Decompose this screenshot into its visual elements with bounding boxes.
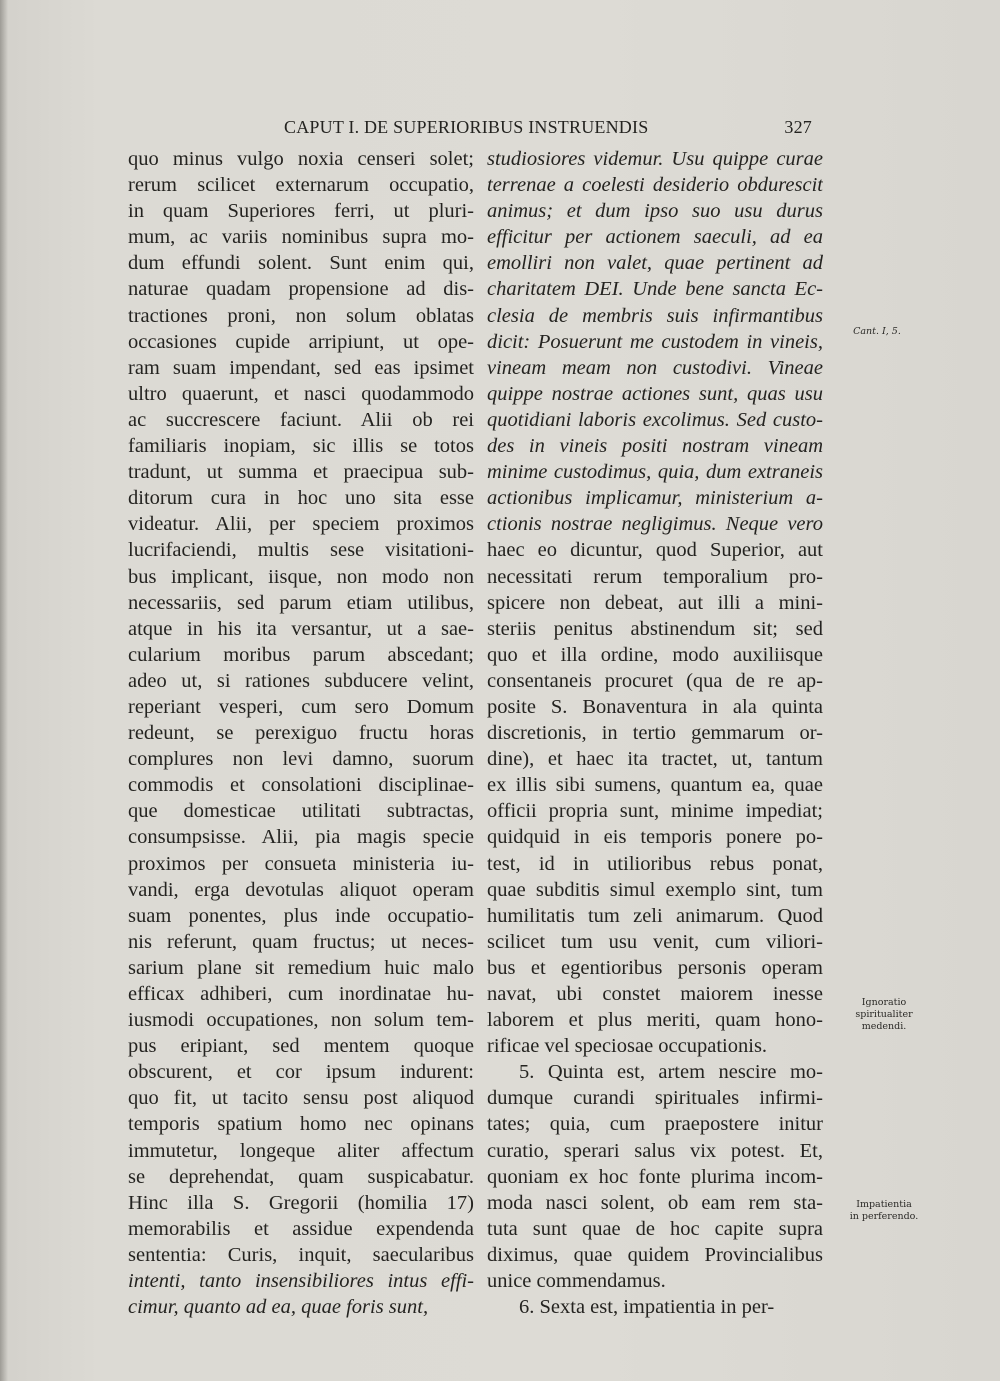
text-line: quidquid in eis temporis ponere po- (487, 826, 823, 849)
text-line: officii propria sunt, minime impediat; (487, 800, 823, 823)
text-line: curatio, sperari salus vix potest. Et, (487, 1139, 823, 1162)
text-line: obscurent, et cor ipsum indurent: (128, 1061, 474, 1084)
text-line: minime custodimus, quia, dum extraneis (487, 461, 823, 484)
text-line: ram suam impendant, sed eas ipsimet (128, 356, 474, 379)
text-line: dum effundi solent. Sunt enim qui, (128, 252, 474, 275)
text-line: haec eo dicuntur, quod Superior, aut (487, 539, 823, 562)
text-line: charitatem DEI. Unde bene sancta Ec- (487, 278, 823, 301)
text-line: vineam meam non custodivi. Vineae (487, 356, 823, 379)
text-line: navat, ubi constet maiorem inesse (487, 983, 823, 1005)
text-line: occasiones cupide arripiunt, ut ope- (128, 330, 474, 353)
text-line: efficax adhiberi, cum inordinatae hu- (128, 983, 474, 1005)
text-line: atque in his ita versantur, ut a sae- (128, 617, 474, 640)
margin-note-impatientia (832, 1199, 936, 1223)
text-line: clesia de membris suis infirmantibus (487, 304, 823, 327)
text-line: diximus, quae quidem Provincialibus (487, 1243, 823, 1266)
text-line: reperiant vesperi, cum sero Domum (128, 695, 474, 718)
text-line: discretionis, in tertio gemmarum or- (487, 722, 823, 745)
text-line: emolliri non valet, quae pertinent ad (487, 252, 823, 275)
text-line: animus; et dum ipso suo usu durus (487, 200, 823, 223)
text-line: necessitati rerum temporalium pro- (487, 565, 823, 588)
text-line: naturae quadam propensione ad dis- (128, 278, 474, 301)
text-line: pus eripiant, sed mentem quoque (128, 1035, 474, 1058)
text-line: proximos per consueta ministeria iu- (128, 852, 474, 875)
margin-note-line: medendi. (861, 1021, 907, 1032)
text-line: Hinc illa S. Gregorii (homilia 17) (128, 1191, 474, 1214)
text-line: unice commendamus. (487, 1270, 666, 1293)
text-line: cularium moribus parum abscedant; (128, 643, 474, 666)
text-line: adeo ut, si rationes subducere velint, (128, 669, 474, 692)
text-line: quotidiani laboris excolimus. Sed custo- (487, 408, 823, 431)
margin-note-line: Impatientia (856, 1199, 912, 1210)
text-line: mum, ac variis nominibus supra mo- (128, 226, 474, 249)
margin-note-line: Ignoratio (861, 997, 907, 1008)
text-line: terrenae a coelesti desiderio obdurescit (487, 174, 823, 197)
text-line: ditorum cura in hoc uno sita esse (128, 487, 474, 510)
left-text-column (128, 146, 474, 1320)
text-line: ultro quaerunt, et nasci quodammodo (128, 382, 474, 405)
text-line: immutetur, longeque aliter affectum (128, 1139, 474, 1162)
text-line: sententia: Curis, inquit, saecularibus (128, 1243, 474, 1266)
text-line: in quam Superiores ferri, ut pluri- (128, 200, 474, 223)
text-line: 5. Quinta est, artem nescire mo- (519, 1061, 823, 1084)
text-line: redeunt, se perexiguo fructu horas (128, 722, 474, 745)
text-line: posite S. Bonaventura in ala quinta (487, 695, 823, 718)
text-line: rificae vel speciosae occupationis. (487, 1035, 768, 1058)
text-line: quo minus vulgo noxia censeri solet; (128, 148, 474, 170)
text-line: dumque curandi spirituales infirmi- (487, 1087, 823, 1110)
text-line: des in vineis positi nostram vineam (487, 435, 823, 458)
text-line: lucrifaciendi, multis sese visitationi- (128, 539, 474, 562)
text-line: consumpsisse. Alii, pia magis specie (128, 826, 474, 849)
text-line: studiosiores videmur. Usu quippe curae (487, 148, 823, 170)
margin-note-cant (842, 326, 912, 338)
text-line: sarium plane sit remedium huic malo (128, 956, 474, 979)
text-line: humilitatis tum zeli animarum. Quod (487, 904, 823, 927)
text-line: intenti, tanto insensibiliores intus effi- (128, 1270, 474, 1293)
page-number: 327 (784, 117, 812, 137)
text-line: bus et egentioribus personis operam (487, 956, 823, 979)
text-line: familiaris inopiam, sic illis se totos (128, 435, 474, 458)
text-line: rerum scilicet externarum occupatio, (128, 174, 474, 197)
text-line: commodis et consolationi disciplinae- (128, 774, 474, 797)
text-line: quae subditis simul exemplo sint, tum (487, 878, 823, 901)
text-line: dicit: Posuerunt me custodem in vineis, (487, 330, 823, 353)
text-line: ctionis nostrae negligimus. Neque vero (487, 513, 823, 536)
text-line: cimur, quanto ad ea, quae foris sunt, (128, 1296, 429, 1319)
text-line: tates; quia, cum praepostere initur (487, 1113, 823, 1136)
margin-note-cant-text: Cant. I, 5. (853, 326, 901, 337)
text-line: complures non levi damno, suorum (128, 748, 474, 771)
text-line: ac succrescere faciunt. Alii ob rei (128, 408, 474, 431)
text-line: ex illis sibi sumens, quantum ea, quae (487, 774, 823, 797)
text-line: bus implicant, iisque, non modo non (128, 565, 474, 588)
text-line: videatur. Alii, per speciem proximos (128, 513, 474, 536)
margin-note-line: spiritualiter (855, 1009, 913, 1020)
text-line: steriis penitus abstinendum sit; sed (487, 617, 823, 640)
text-line: temporis spatium homo nec opinans (128, 1113, 474, 1136)
text-line: se deprehendat, quam suspicabatur. (128, 1165, 474, 1188)
margin-note-ignoratio (838, 997, 930, 1033)
text-line: nis referunt, quam fructus; ut neces- (128, 930, 474, 953)
text-line: iusmodi occupationes, non solum tem- (128, 1009, 474, 1032)
text-line: quippe nostrae actiones sunt, quas usu (487, 382, 823, 405)
text-line: dine), et haec ita tractet, ut, tantum (487, 748, 823, 771)
text-line: consentaneis procuret (qua de re ap- (487, 669, 823, 692)
text-line: tuta sunt quae de hoc capite supra (487, 1217, 823, 1240)
text-line: necessariis, sed parum etiam utilibus, (128, 591, 474, 614)
text-line: 6. Sexta est, impatientia in per- (519, 1296, 775, 1319)
text-line: memorabilis et assidue expendenda (128, 1217, 474, 1240)
text-line: quoniam ex hoc fonte plurima incom- (487, 1165, 823, 1188)
text-line: spicere non debeat, aut illi a mini- (487, 591, 823, 614)
text-line: tradunt, ut summa et praecipua sub- (128, 461, 474, 484)
text-line: tractiones proni, non solum oblatas (128, 304, 474, 327)
running-header (248, 117, 818, 139)
margin-note-line: in perferendo. (849, 1211, 919, 1222)
text-line: suam ponentes, plus inde occupatio- (128, 904, 474, 927)
text-line: quo et illa ordine, modo auxiliisque (487, 643, 823, 666)
text-line: quo fit, ut tacito sensu post aliquod (128, 1087, 474, 1110)
right-text-column (487, 146, 823, 1320)
running-title: CAPUT I. DE SUPERIORIBUS INSTRUENDIS (284, 117, 649, 137)
text-line: actionibus implicamur, ministerium a- (487, 487, 823, 510)
text-line: que domesticae utilitati subtractas, (128, 800, 474, 823)
text-line: test, id in utilioribus rebus ponat, (487, 852, 823, 875)
text-line: efficitur per actionem saeculi, ad ea (487, 226, 823, 249)
text-line: moda nasci solent, ob eam rem sta- (487, 1191, 823, 1214)
page-binding-shadow (0, 0, 8, 1381)
text-line: laborem et plus meriti, quam hono- (487, 1009, 823, 1032)
text-line: vandi, erga devotulas aliquot operam (128, 878, 474, 901)
text-line: scilicet tum usu venit, cum viliori- (487, 930, 823, 953)
